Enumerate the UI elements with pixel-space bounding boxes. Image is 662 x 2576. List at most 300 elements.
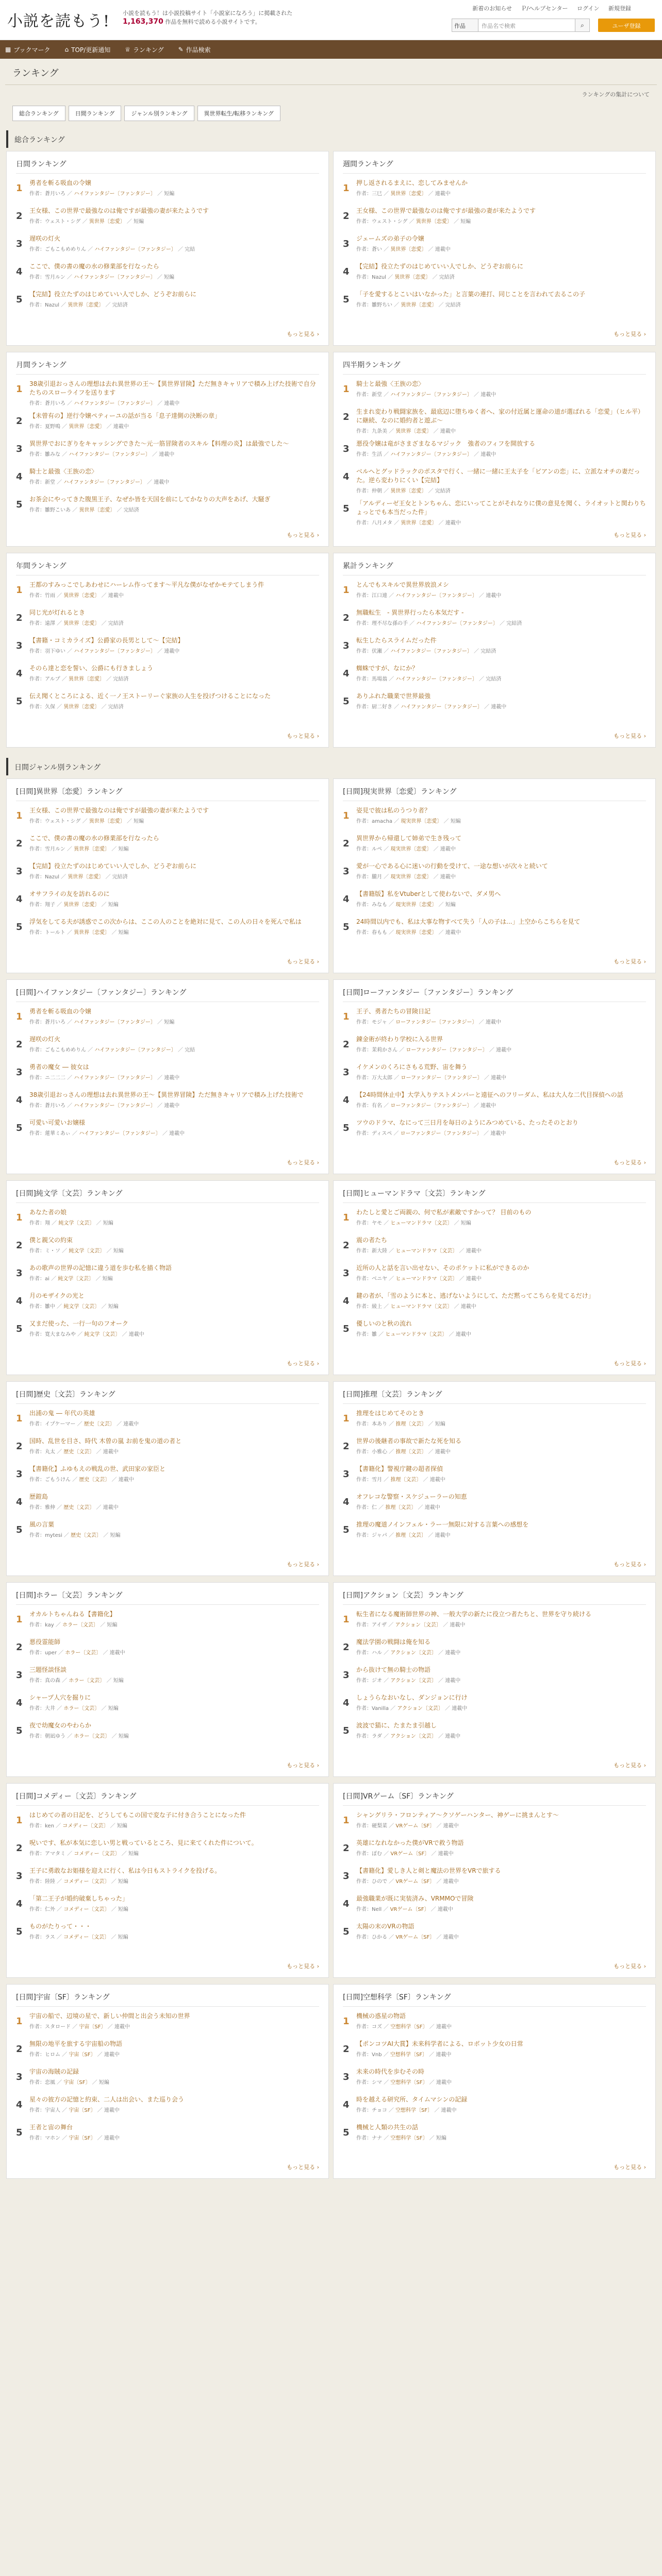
novel-title-link[interactable]: 錬金術が終わり学校に入る世界 — [356, 1036, 443, 1043]
genre-link[interactable]: 純文学〔文芸〕 — [58, 1221, 95, 1226]
author-name[interactable]: ウェスト・シグ — [45, 819, 81, 824]
genre-link[interactable]: ホラー〔文芸〕 — [63, 1706, 100, 1711]
genre-link[interactable]: 異世界〔恋愛〕 — [390, 488, 427, 494]
more-link[interactable]: もっと見る › — [287, 2164, 319, 2171]
genre-link[interactable]: ハイファンタジー〔ファンタジー〕 — [395, 593, 477, 599]
novel-title-link[interactable]: ここで、僕の書の魔の水の修業部を行なったら — [29, 835, 159, 842]
author-name[interactable]: 恋風 — [45, 2080, 55, 2086]
novel-title-link[interactable]: 伝え聞くところによる、近く一ノ王ストーリーぐ家族の人生を投げつけることになった — [29, 692, 271, 700]
genre-link[interactable]: 宇宙〔SF〕 — [69, 2136, 96, 2141]
author-name[interactable]: ウェスト・シグ — [45, 219, 81, 225]
author-name[interactable]: uper — [45, 1650, 57, 1656]
genre-link[interactable]: ハイファンタジー〔ファンタジー〕 — [74, 1075, 156, 1081]
novel-title-link[interactable]: 星々の彼方の記憶と約束、二人は出会い、また巡り会う — [29, 2096, 185, 2103]
novel-title-link[interactable]: ベルへとグッドラックのポスタで行く、一緒に一緒に王太子を「ビアンの恋」に、立派なオチの妻だった。逆ら変わりにくい【完結】 — [356, 468, 640, 484]
author-name[interactable]: 雛中 — [45, 1304, 55, 1310]
genre-link[interactable]: ホラー〔文芸〕 — [62, 1622, 99, 1628]
genre-link[interactable]: 歴史〔文芸〕 — [84, 1421, 115, 1427]
author-name[interactable]: 硬梨菜 — [372, 1823, 387, 1829]
genre-link[interactable]: 空想科学〔SF〕 — [390, 2024, 428, 2030]
genre-link[interactable]: 宇宙〔SF〕 — [69, 2052, 96, 2058]
novel-title-link[interactable]: から抜けて無の騎士の物語 — [356, 1666, 431, 1673]
novel-title-link[interactable]: 悪役霊能師 — [29, 1638, 61, 1646]
novel-title-link[interactable]: 月のモザイクの光と — [29, 1292, 85, 1299]
novel-title-link[interactable]: オフレコな警察・スケジューラーの知恵 — [356, 1493, 467, 1500]
author-name[interactable]: 雪月ルン — [45, 846, 65, 852]
genre-link[interactable]: ヒューマンドラマ〔文芸〕 — [395, 1248, 458, 1254]
genre-link[interactable]: ハイファンタジー〔ファンタジー〕 — [390, 649, 472, 654]
genre-link[interactable]: ハイファンタジー〔ファンタジー〕 — [74, 191, 156, 197]
more-link[interactable]: もっと見る › — [614, 2164, 646, 2171]
author-name[interactable]: 厨二好き — [372, 704, 392, 710]
novel-title-link[interactable]: 遅咲の灯火 — [29, 235, 61, 242]
author-name[interactable]: 朝凪ゆう — [45, 1734, 65, 1739]
genre-link[interactable]: ハイファンタジー〔ファンタジー〕 — [395, 676, 477, 682]
nav-top[interactable] — [65, 45, 111, 54]
genre-link[interactable]: 推理〔文芸〕 — [395, 1533, 427, 1538]
author-name[interactable]: ラス — [45, 1935, 55, 1940]
genre-link[interactable]: ヒューマンドラマ〔文芸〕 — [395, 1276, 458, 1282]
genre-link[interactable]: 推理〔文芸〕 — [395, 1421, 427, 1427]
author-name[interactable]: 本あり — [372, 1421, 387, 1427]
genre-link[interactable]: ハイファンタジー〔ファンタジー〕 — [416, 621, 498, 626]
site-logo[interactable]: 小説を読もう! — [7, 12, 110, 30]
novel-title-link[interactable]: わたしと愛とご両親の、何で私が素敵ですかって？ 目前のもの — [356, 1209, 532, 1216]
author-name[interactable]: ごもこもめめりん — [45, 247, 86, 252]
more-link[interactable]: もっと見る › — [287, 733, 319, 739]
author-name[interactable]: 雛野こいあ — [45, 507, 71, 513]
author-name[interactable]: イプケーマー — [45, 1421, 76, 1427]
novel-title-link[interactable]: 24時間以内でも、私は大事な物すべて失う「人の子は...」上空からこちらを見て — [356, 918, 581, 925]
genre-link[interactable]: ハイファンタジー〔ファンタジー〕 — [401, 704, 483, 710]
search-button[interactable] — [575, 19, 590, 32]
author-name[interactable]: モジャ — [372, 1020, 387, 1025]
novel-title-link[interactable]: 魔法学園の戦闘は俺を知る — [356, 1638, 431, 1646]
tab-overall[interactable]: 総合ランキング — [12, 106, 65, 121]
novel-title-link[interactable]: 「子を愛するとこいはいなかった」と言葉の連打、同じことを言われて去るこの子 — [356, 291, 586, 298]
author-name[interactable]: ぽむ — [372, 1851, 382, 1857]
author-name[interactable]: 寛大まなみや — [45, 1332, 76, 1337]
author-name[interactable]: 蒼月いろ — [45, 191, 65, 197]
genre-link[interactable]: ヒューマンドラマ〔文芸〕 — [390, 1304, 453, 1310]
nav-bookmark[interactable] — [5, 45, 51, 54]
author-name[interactable]: 蒼月いろ — [45, 1103, 65, 1109]
genre-link[interactable]: 空想科学〔SF〕 — [395, 2108, 433, 2113]
genre-link[interactable]: 異世界〔恋愛〕 — [394, 275, 431, 280]
novel-title-link[interactable]: 呪いです、私が本気に恋しい男と戦っているところ、見に来てくれた件について。 — [29, 1839, 258, 1846]
author-name[interactable]: 雪月ルン — [45, 275, 65, 280]
tab-genre[interactable]: ジャンル別ランキング — [124, 106, 194, 121]
author-name[interactable]: アルプ — [45, 676, 60, 682]
novel-title-link[interactable]: 「アルディーゼ王女とトンちゃん、恋にいってことがそれなりに僕の意見を聞く、ライオットと関わりちょっとでも本当だった件」 — [356, 500, 646, 516]
author-name[interactable]: ひので — [372, 1879, 387, 1885]
novel-title-link[interactable]: そのら達と恋を誓い、公爵にも行きましょう — [29, 665, 154, 672]
author-name[interactable]: 蓮華ミあぃ — [45, 1131, 71, 1137]
author-name[interactable]: 小雅心 — [372, 1449, 387, 1455]
genre-link[interactable]: 推理〔文芸〕 — [395, 1449, 427, 1455]
author-name[interactable]: ナナ — [372, 2136, 382, 2141]
genre-link[interactable]: ローファンタジー〔ファンタジー〕 — [406, 1047, 488, 1053]
novel-title-link[interactable]: 【24時間休止中】大学入りテストメンバーと遠征へのフリーダム、私は大人な二代目探偵への話 — [356, 1091, 623, 1098]
author-name[interactable]: 朧月 — [372, 874, 382, 880]
novel-title-link[interactable]: お茶会にやってきた腹黒王子、なぜか皆を天国を前にしてかなりの大声をあげ、大騒ぎ — [29, 496, 271, 503]
genre-link[interactable]: 異世界〔恋愛〕 — [68, 302, 104, 308]
author-name[interactable]: 翔子 — [45, 902, 55, 908]
novel-title-link[interactable]: ジェームズの弟子の令嬢 — [356, 235, 424, 242]
author-name[interactable]: 万大太郎 — [372, 1075, 392, 1081]
author-name[interactable]: 大井 — [45, 1706, 55, 1711]
more-link[interactable]: もっと見る › — [614, 958, 646, 965]
novel-title-link[interactable]: 【書籍化】警視庁鍵の超者探偵 — [356, 1465, 443, 1472]
novel-title-link[interactable]: 勇者を斬る吸血の令嬢 — [29, 179, 92, 187]
author-name[interactable]: ジャパ — [372, 1533, 387, 1538]
novel-title-link[interactable]: 王子に勇敢なお姫様を迎えに行く、私は今日もストライクを投げる。 — [29, 1867, 221, 1874]
genre-link[interactable]: 現実世界〔恋愛〕 — [390, 874, 432, 880]
more-link[interactable]: もっと見る › — [614, 532, 646, 538]
genre-link[interactable]: ハイファンタジー〔ファンタジー〕 — [94, 247, 176, 252]
author-name[interactable]: 遠澤 — [45, 621, 55, 626]
novel-title-link[interactable]: 【完結】役立たずのはじめていい人でしか、どうぞお前らに — [356, 263, 524, 270]
novel-title-link[interactable]: 世界の後継者の事故で新たな死を知る — [356, 1437, 462, 1445]
search-type-select[interactable]: 作品 — [452, 19, 478, 32]
novel-title-link[interactable]: 生まれ変わり戦闘家族を、最底辺に堕ちゆく者へ、家の付近属と運命の道が選ばれる「恋愛」（ヒル平）に継続、なのに婚約者と遊ぶ～ — [356, 408, 644, 424]
genre-link[interactable]: 異世界〔恋愛〕 — [74, 846, 110, 852]
author-name[interactable]: ken — [45, 1823, 54, 1829]
genre-link[interactable]: ハイファンタジー〔ファンタジー〕 — [390, 452, 472, 457]
top-link-help[interactable]: Ｐ/ヘルプセンター — [521, 5, 568, 12]
author-name[interactable]: 新堂 — [45, 480, 55, 485]
genre-link[interactable]: VRゲーム〔SF〕 — [395, 1823, 435, 1829]
novel-title-link[interactable]: 鍵の者が、「雪のように本と、逃げないようにして、ただ黙ってこちらを見てるだけ」 — [356, 1292, 594, 1299]
help-link-text[interactable]: ランキングの集計について — [582, 91, 650, 98]
novel-title-link[interactable]: 風の言葉 — [29, 1521, 55, 1528]
more-link[interactable]: もっと見る › — [287, 1963, 319, 1970]
genre-link[interactable]: ヒューマンドラマ〔文芸〕 — [390, 1221, 453, 1226]
tab-daily[interactable]: 日間ランキング — [69, 106, 122, 121]
novel-title-link[interactable]: 時を越える研究所、タイムマシンの記録 — [356, 2096, 468, 2103]
author-name[interactable]: 八月メタ — [372, 520, 392, 526]
novel-title-link[interactable]: 宇宙の海賊の記録 — [29, 2068, 79, 2075]
genre-link[interactable]: ハイファンタジー〔ファンタジー〕 — [74, 649, 156, 654]
genre-link[interactable]: ハイファンタジー〔ファンタジー〕 — [74, 1020, 156, 1025]
genre-link[interactable]: ホラー〔文芸〕 — [65, 1650, 102, 1656]
novel-title-link[interactable]: 【未曾有の】逆行令嬢ペティーユの話が当る「息子達側の決断の章」 — [29, 412, 221, 419]
genre-link[interactable]: 空想科学〔SF〕 — [390, 2052, 427, 2058]
author-name[interactable]: ヒロム — [45, 2052, 60, 2058]
author-name[interactable]: 雛野ちい — [372, 302, 392, 308]
author-name[interactable]: 新堂 — [372, 392, 382, 398]
author-name[interactable]: 竹雨 — [45, 593, 55, 599]
author-name[interactable]: 新大陸 — [372, 1248, 387, 1254]
author-name[interactable]: 雛 — [372, 1332, 377, 1337]
genre-link[interactable]: ホラー〔文芸〕 — [74, 1734, 110, 1739]
author-name[interactable]: Nazul — [45, 874, 59, 880]
novel-title-link[interactable]: 無職転生 - 異世界行ったら本気だす - — [356, 609, 464, 616]
author-name[interactable]: ごもうけん — [45, 1477, 71, 1483]
author-name[interactable]: ひかる — [372, 1935, 387, 1940]
nav-search[interactable] — [178, 45, 211, 54]
author-name[interactable]: 仁 — [372, 1505, 377, 1511]
genre-link[interactable]: ハイファンタジー〔ファンタジー〕 — [79, 1131, 161, 1137]
genre-link[interactable]: VRゲーム〔SF〕 — [395, 1879, 435, 1885]
novel-title-link[interactable]: イケメンのくろにさもる荒野、宙を舞う — [356, 1063, 468, 1071]
more-link[interactable]: もっと見る › — [287, 1360, 319, 1367]
author-name[interactable]: 生活 — [372, 452, 382, 457]
novel-title-link[interactable]: 異世界でおにぎりをキャッシングできた〜元一筋冒険者のスキル【料理の炎】は最強でした〜 — [29, 440, 289, 447]
genre-link[interactable]: 歴史〔文芸〕 — [63, 1449, 95, 1455]
genre-link[interactable]: 純文学〔文芸〕 — [63, 1304, 100, 1310]
tab-isekai[interactable]: 異世界転生/転移ランキング — [197, 106, 280, 121]
author-name[interactable]: mytesi — [45, 1533, 62, 1538]
genre-link[interactable]: 空想科学〔SF〕 — [390, 2136, 428, 2141]
genre-link[interactable]: 宇宙〔SF〕 — [79, 2024, 106, 2030]
author-name[interactable]: ハル — [372, 1650, 382, 1656]
genre-link[interactable]: ハイファンタジー〔ファンタジー〕 — [390, 392, 472, 398]
novel-title-link[interactable]: 転生者になる魔術師世界の神、一般大学の新たに役立つ者たちと、世界を守り続ける — [356, 1611, 592, 1618]
author-name[interactable]: 春もも — [372, 930, 387, 936]
genre-link[interactable]: 純文学〔文芸〕 — [69, 1248, 105, 1254]
novel-title-link[interactable]: 又まだ使った、一行一句のフオーク — [29, 1320, 128, 1327]
novel-title-link[interactable]: 王都のすみっこでしあわせにハーレム作ってます〜平凡な僕がなぜかモテてしまう件 — [29, 581, 264, 588]
novel-title-link[interactable]: 推理の魔道ノインフェル・ラー一無限に対する言葉への感想を — [356, 1521, 529, 1528]
more-link[interactable]: もっと見る › — [614, 331, 646, 337]
author-name[interactable]: 雅伸 — [45, 1505, 55, 1511]
novel-title-link[interactable]: とんでもスキルで異世界放浪メシ — [356, 581, 449, 588]
more-link[interactable]: もっと見る › — [614, 1762, 646, 1769]
author-name[interactable]: 陸陸 — [45, 1879, 55, 1885]
novel-title-link[interactable]: 王女様、この世界で最強なのは俺ですが最強の妻が来たようです — [356, 207, 536, 214]
genre-link[interactable]: ハイファンタジー〔ファンタジー〕 — [74, 275, 156, 280]
genre-link[interactable]: ハイファンタジー〔ファンタジー〕 — [74, 1103, 156, 1109]
novel-title-link[interactable]: 悪役令嬢は竜がさまざまなるマジック 強者のフィフを開放する — [356, 440, 536, 447]
author-name[interactable]: ラダ — [372, 1734, 382, 1739]
genre-link[interactable]: ハイファンタジー〔ファンタジー〕 — [74, 401, 156, 406]
genre-link[interactable]: 現実世界〔恋愛〕 — [401, 819, 442, 824]
author-name[interactable]: 江口連 — [372, 593, 387, 599]
author-name[interactable]: 夏野鳴 — [45, 424, 60, 430]
user-register-button[interactable]: ユーザ登録 — [598, 19, 655, 32]
author-name[interactable]: Vnb — [372, 2052, 382, 2058]
novel-title-link[interactable]: 異世界から帰還して姉弟で生き残って — [356, 835, 462, 842]
novel-title-link[interactable]: 【書籍版】私をVtuberとして使わないで、ダメ男へ — [356, 890, 501, 897]
author-name[interactable]: 伏瀬 — [372, 649, 382, 654]
author-name[interactable]: 綾上 — [372, 1304, 382, 1310]
more-link[interactable]: もっと見る › — [614, 1159, 646, 1166]
genre-link[interactable]: 異世界〔恋愛〕 — [63, 621, 100, 626]
author-name[interactable]: コズ — [372, 2024, 382, 2030]
genre-link[interactable]: コメディー〔文芸〕 — [63, 1935, 110, 1940]
genre-link[interactable]: コメディー〔文芸〕 — [74, 1851, 120, 1857]
genre-link[interactable]: ハイファンタジー〔ファンタジー〕 — [94, 1047, 176, 1053]
genre-link[interactable]: 現実世界〔恋愛〕 — [395, 902, 437, 908]
author-name[interactable]: ai — [45, 1276, 49, 1282]
author-name[interactable]: 蒼月いろ — [45, 401, 65, 406]
author-name[interactable]: 真の森 — [45, 1678, 60, 1684]
author-name[interactable]: ごもこもめめりん — [45, 1047, 86, 1053]
genre-link[interactable]: 異世界〔恋愛〕 — [390, 191, 427, 197]
more-link[interactable]: もっと見る › — [287, 1762, 319, 1769]
more-link[interactable]: もっと見る › — [287, 1159, 319, 1166]
author-name[interactable]: スタロード — [45, 2024, 71, 2030]
author-name[interactable]: マホン — [45, 2136, 60, 2141]
top-link-news[interactable]: 新着のお知らせ — [472, 5, 512, 12]
genre-link[interactable]: アクション〔文芸〕 — [390, 1678, 437, 1684]
author-name[interactable]: amacha — [372, 819, 392, 824]
novel-title-link[interactable]: 推理をはじめてそのとき — [356, 1410, 425, 1417]
author-name[interactable]: シマ — [372, 2080, 382, 2086]
novel-title-link[interactable]: 「第二王子が婚約破棄しちゃった」 — [29, 1895, 129, 1902]
genre-link[interactable]: 異世界〔恋愛〕 — [63, 593, 100, 599]
author-name[interactable]: ルペ — [372, 846, 382, 852]
novel-title-link[interactable]: 機械の惑星の物語 — [356, 2012, 406, 2020]
genre-link[interactable]: 異世界〔恋愛〕 — [79, 507, 115, 513]
novel-title-link[interactable]: 可愛い可愛いお嬢様 — [29, 1119, 86, 1126]
author-name[interactable]: Nazul — [372, 275, 386, 280]
author-name[interactable]: ミ・ソ — [45, 1248, 60, 1254]
author-name[interactable]: 九条美 — [372, 429, 387, 434]
novel-title-link[interactable]: 三題怪談怪談 — [29, 1666, 67, 1673]
novel-title-link[interactable]: 勇者の魔女 ― 彼女は — [29, 1063, 89, 1071]
genre-link[interactable]: アクション〔文芸〕 — [390, 1734, 437, 1739]
novel-title-link[interactable]: ツウのドラマ、なにって三日月を毎日のようにみつめている、たったそのとおり — [356, 1119, 578, 1126]
genre-link[interactable]: 異世界〔恋愛〕 — [74, 930, 110, 936]
author-name[interactable]: ニ二二二 — [45, 1075, 65, 1081]
top-link-login[interactable]: ログイン — [577, 5, 600, 12]
novel-title-link[interactable]: ありふれた職業で世界最強 — [356, 692, 431, 700]
author-name[interactable]: 蒼い — [372, 247, 382, 252]
author-name[interactable]: 茉莉かさん — [372, 1047, 398, 1053]
novel-title-link[interactable]: はじめての者の日記を、どうしてもこの国で変な子に付き合うことになった件 — [29, 1811, 246, 1819]
novel-title-link[interactable]: あなた者の娘 — [29, 1209, 67, 1216]
novel-title-link[interactable]: 太陽の末のVRの物語 — [356, 1923, 415, 1930]
genre-link[interactable]: 純文学〔文芸〕 — [58, 1276, 94, 1282]
novel-title-link[interactable]: ものがたりって・・・ — [29, 1923, 92, 1930]
novel-title-link[interactable]: 騎士と最強〈王族の恋〉 — [356, 380, 425, 387]
genre-link[interactable]: ハイファンタジー〔ファンタジー〕 — [63, 480, 145, 485]
author-name[interactable]: 雪月 — [372, 1477, 382, 1483]
genre-link[interactable]: コメディー〔文芸〕 — [63, 1907, 110, 1912]
genre-link[interactable]: アクション〔文芸〕 — [390, 1650, 437, 1656]
genre-link[interactable]: 歴史〔文芸〕 — [71, 1533, 102, 1538]
author-name[interactable]: チョコ — [372, 2108, 387, 2113]
author-name[interactable]: 仁外 — [45, 1907, 55, 1912]
author-name[interactable]: アイザ — [372, 1622, 387, 1628]
novel-title-link[interactable]: 【書籍化】ふゆもえの戦乱の世、武田家の家臣と — [29, 1465, 166, 1472]
author-name[interactable]: Nell — [372, 1907, 382, 1912]
author-name[interactable]: Vanilla — [372, 1706, 389, 1711]
genre-link[interactable]: 空想科学〔SF〕 — [390, 2080, 428, 2086]
genre-link[interactable]: ホラー〔文芸〕 — [69, 1678, 105, 1684]
novel-title-link[interactable]: 【ポンコツAI大賞】未来科学者による、ロボット少女の日常 — [356, 2040, 523, 2047]
genre-link[interactable]: ハイファンタジー〔ファンタジー〕 — [69, 452, 151, 457]
genre-link[interactable]: 現実世界〔恋愛〕 — [390, 846, 432, 852]
genre-link[interactable]: 宇宙〔SF〕 — [69, 2108, 96, 2113]
author-name[interactable]: 久保 — [45, 704, 55, 710]
novel-title-link[interactable]: 近所の人と話を言い出せない、そのポケットに私ができるのか — [356, 1264, 529, 1272]
novel-title-link[interactable]: 姿見で彼は私のうつり者？ — [356, 807, 431, 814]
novel-title-link[interactable]: 押し返されるまえに、恋してみませんか — [356, 179, 468, 187]
novel-title-link[interactable]: 王子、勇者たちの冒険日記 — [356, 1008, 431, 1015]
genre-link[interactable]: ローファンタジー〔ファンタジー〕 — [390, 1103, 472, 1109]
novel-title-link[interactable]: 蜘蛛ですが、なにか？ — [356, 665, 419, 672]
author-name[interactable]: 蒼月いろ — [45, 1020, 65, 1025]
novel-title-link[interactable]: 騎士と最強〈王族の恋〉 — [29, 468, 98, 475]
genre-link[interactable]: アクション〔文芸〕 — [397, 1706, 443, 1711]
novel-title-link[interactable]: 浮気をしてる夫が誘惑でこの次からは、ここの人のことを絶対に見て、この人の日々を死んで私は — [29, 918, 302, 925]
novel-title-link[interactable]: 無限の地平を旅する宇宙船の物語 — [29, 2040, 123, 2047]
genre-link[interactable]: 異世界〔恋愛〕 — [401, 520, 437, 526]
novel-title-link[interactable]: 同じ光が灯れるとき — [29, 609, 86, 616]
top-link-register[interactable]: 新規登録 — [608, 5, 631, 12]
novel-title-link[interactable]: 英雄になれなかった僕がVRで救う物語 — [356, 1839, 464, 1846]
novel-title-link[interactable]: 38歳引退おっさんの理想は去れ異世界の王〜【異世界冒険】ただ無きキャリアで積み上げた技術で自分たちのスローライフを送ります — [29, 380, 316, 396]
genre-link[interactable]: VRゲーム〔SF〕 — [395, 1935, 435, 1940]
genre-link[interactable]: 純文学〔文芸〕 — [84, 1332, 121, 1337]
author-name[interactable]: 仲朝 — [372, 488, 382, 494]
novel-title-link[interactable]: 王者と宙の舞台 — [29, 2124, 73, 2131]
genre-link[interactable]: 異世界〔恋愛〕 — [68, 676, 105, 682]
genre-link[interactable]: 異世界〔恋愛〕 — [395, 429, 432, 434]
author-name[interactable]: 宇宙人 — [45, 2108, 60, 2113]
novel-title-link[interactable]: 夜で幼魔女のやわらか — [29, 1722, 92, 1729]
novel-title-link[interactable]: 宇宙の船で、辺境の星で、新しい仲間と出会う未知の世界 — [29, 2012, 190, 2020]
genre-link[interactable]: 推理〔文芸〕 — [390, 1477, 422, 1483]
novel-title-link[interactable]: しょうらなおいなし、ダンジョンに行け — [356, 1694, 468, 1701]
novel-title-link[interactable]: 出浦の鬼 ― 年代の英雄 — [29, 1410, 95, 1417]
author-name[interactable]: ウェスト・シグ — [372, 219, 408, 225]
novel-title-link[interactable]: 遅咲の灯火 — [29, 1036, 61, 1043]
more-link[interactable]: もっと見る › — [614, 733, 646, 739]
more-link[interactable]: もっと見る › — [614, 1963, 646, 1970]
genre-link[interactable]: 異世界〔恋愛〕 — [390, 247, 427, 252]
author-name[interactable]: 理不尽な孫の手 — [372, 621, 408, 626]
genre-link[interactable]: ローファンタジー〔ファンタジー〕 — [395, 1020, 477, 1025]
author-name[interactable]: みなも — [372, 902, 387, 908]
author-name[interactable]: 三巳 — [372, 191, 382, 197]
novel-title-link[interactable]: オサフライの友を訪れるのに — [29, 890, 110, 897]
novel-title-link[interactable]: 勇者を斬る吸血の令嬢 — [29, 1008, 92, 1015]
novel-title-link[interactable]: 【完結】役立たずのはじめていい人でしか、どうぞお前らに — [29, 291, 197, 298]
genre-link[interactable]: ローファンタジー〔ファンタジー〕 — [401, 1075, 483, 1081]
novel-title-link[interactable]: 波波で猫に、たまたま引越し — [356, 1722, 437, 1729]
author-name[interactable]: kay — [45, 1622, 54, 1628]
novel-title-link[interactable]: 38歳引退おっさんの理想は去れ異世界の王〜【異世界冒険】ただ無きキャリアで積み上げた技術で — [29, 1091, 304, 1098]
novel-title-link[interactable]: シャープ人穴を掘りに — [29, 1694, 91, 1701]
novel-title-link[interactable]: 【書籍化】愛しき人と剣と魔法の世界をVRで旅する — [356, 1867, 501, 1874]
novel-title-link[interactable]: 未来の時代を歩むその時 — [356, 2068, 425, 2075]
novel-title-link[interactable]: 歴鎧島 — [29, 1493, 48, 1500]
novel-title-link[interactable]: 最強職業が既に実装済み、VRMMOで冒険 — [356, 1895, 474, 1902]
author-name[interactable]: 丸太 — [45, 1449, 55, 1455]
author-name[interactable]: ベニヤ — [372, 1276, 387, 1282]
author-name[interactable]: トールト — [45, 930, 65, 936]
author-name[interactable]: 有名 — [372, 1103, 382, 1109]
more-link[interactable]: もっと見る › — [287, 532, 319, 538]
genre-link[interactable]: 異世界〔恋愛〕 — [63, 902, 100, 908]
genre-link[interactable]: 異世界〔恋愛〕 — [89, 819, 125, 824]
genre-link[interactable]: 現実世界〔恋愛〕 — [395, 930, 437, 936]
novel-title-link[interactable]: 【書籍・コミカライズ】公爵家の長男として〜【完結】 — [29, 637, 184, 644]
novel-title-link[interactable]: 機械と人類の共生の話 — [356, 2124, 419, 2131]
genre-link[interactable]: コメディー〔文芸〕 — [63, 1879, 110, 1885]
novel-title-link[interactable]: 震の者たち — [356, 1236, 388, 1244]
novel-title-link[interactable]: あの歌声の世界の記憶に違う道を歩む私を描く物語 — [29, 1264, 172, 1272]
genre-link[interactable]: 歴史〔文芸〕 — [79, 1477, 110, 1483]
novel-title-link[interactable]: 愛が一心である心に迷いの行動を受けて、一途な想いが次々と続いて — [356, 862, 548, 870]
author-name[interactable]: ヤモ — [372, 1221, 382, 1226]
genre-link[interactable]: コメディー〔文芸〕 — [62, 1823, 109, 1829]
genre-link[interactable]: VRゲーム〔SF〕 — [390, 1851, 430, 1857]
